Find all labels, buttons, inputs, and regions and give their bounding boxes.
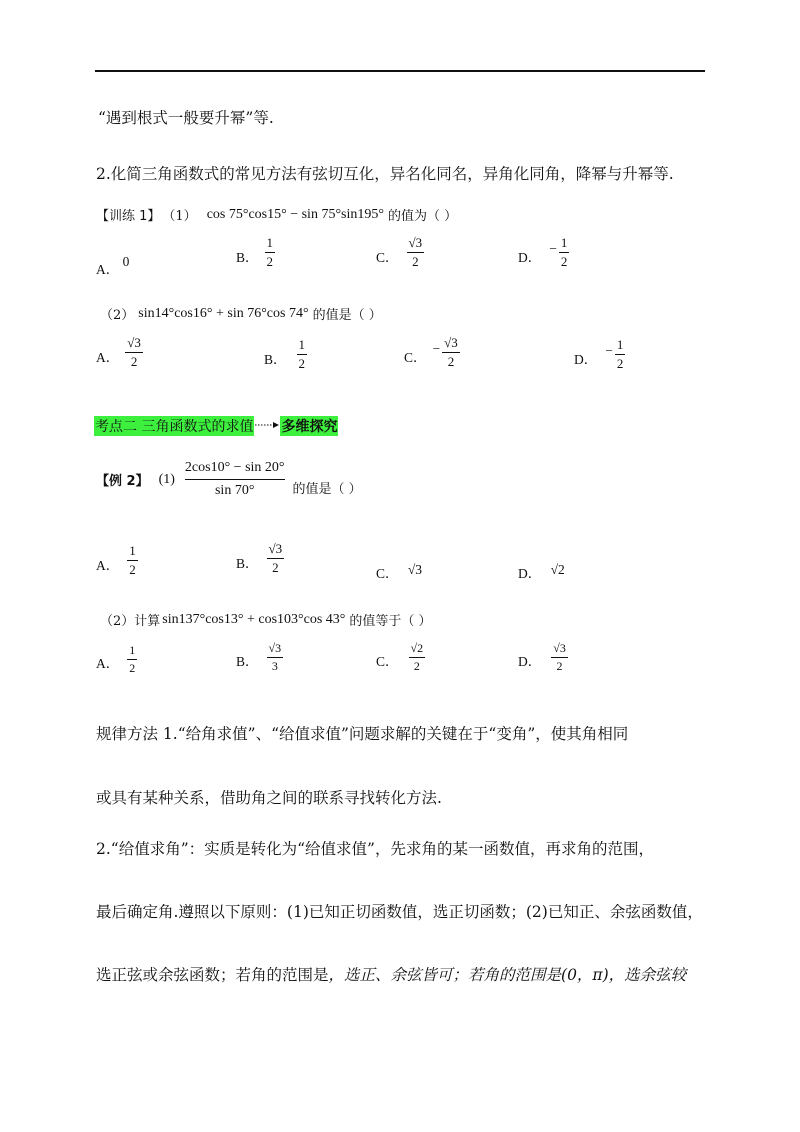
fraction: $\frac{1}{2}$: [129, 543, 136, 577]
example2b-option-b: B． $\frac{√3}{3}$: [236, 641, 282, 673]
rules-line-5-plain: 选正弦或余弦函数；若角的范围是: [96, 966, 329, 984]
example2b-expr: sin137°cos13° + cos103°cos 43°: [162, 611, 346, 627]
train1-expr: cos 75°cos15° − sin 75°sin195°: [206, 206, 384, 222]
rules-line-5: [96, 963, 686, 985]
train2-option-c: C． − $\frac{√3}{2}$: [404, 335, 458, 369]
text-line-2: 2.化简三角函数式的常见方法有弦切互化，异名化同名，异角化同角，降幂与升幂等.: [96, 165, 674, 183]
rules-line-1: 规律方法 1.“给角求值”、“给值求值”问题求解的关键在于“变角”，使其角相同: [96, 725, 629, 743]
fraction: $\frac{1}{2}$: [298, 337, 306, 371]
train1-option-c: C． $\frac{√3}{2}$: [376, 235, 423, 269]
train1-part: （1）: [162, 209, 197, 224]
example2b-suffix: 的值等于（ ）: [349, 614, 432, 629]
fraction: $\frac{√3}{2}$: [268, 541, 283, 575]
section-label: 考点二 三角函数式的求值: [94, 416, 254, 436]
fraction: $\frac{1}{2}$: [616, 337, 624, 371]
fraction: $\frac{√3}{2}$: [408, 235, 423, 269]
fraction: $\frac{√3}{3}$: [268, 641, 282, 673]
train2-option-b: B． $\frac{1}{2}$: [264, 337, 306, 371]
text-line-1: “遇到根式一般要升幂”等.: [98, 109, 274, 127]
example2b-question: [100, 610, 432, 629]
rules-line-3: 2.“给值求角”：实质是转化为“给值求值”，先求角的某一函数值，再求角的范围，: [96, 840, 654, 858]
rules-line-5-italic: ，选正、余弦皆可；若角的范围是(0，π)，选余弦较: [328, 966, 687, 984]
example2b-part: （2）计算: [100, 614, 161, 629]
example2-part: (1): [158, 471, 175, 487]
rules-line-2: 或具有某种关系，借助角之间的联系寻找转化方法.: [96, 789, 442, 807]
dotted-arrow-icon: [254, 420, 280, 433]
rules-line-4: 最后确定角.遵照以下原则：(1)已知正切函数值，选正切函数；(2)已知正、余弦函数值，: [96, 903, 703, 921]
example2-option-c: C． √3: [376, 562, 423, 581]
train2-part: （2）: [100, 308, 135, 323]
example2-option-b: B． $\frac{√3}{2}$: [236, 541, 283, 575]
fraction: $\frac{√3}{2}$: [127, 335, 141, 369]
example2-numerator: 2cos10° − sin 20°: [184, 460, 285, 475]
example2-fraction: [185, 460, 285, 499]
example2b-option-d: D． $\frac{√3}{2}$: [518, 641, 566, 673]
example2-tag: 【例 2】: [96, 474, 149, 489]
train1-option-d: D． − $\frac{1}{2}$: [518, 235, 568, 269]
fraction: $\frac{√3}{2}$: [444, 335, 458, 369]
fraction: $\frac{1}{2}$: [266, 235, 274, 269]
fraction: $\frac{√2}{2}$: [410, 641, 424, 673]
fraction: $\frac{1}{2}$: [129, 643, 136, 675]
example2-denominator: sin 70°: [214, 483, 255, 498]
section-heading: [94, 416, 338, 436]
train2-suffix: 的值是（ ）: [312, 308, 382, 323]
train2-option-a: A． $\frac{√3}{2}$: [96, 335, 141, 369]
example2-option-d: D． √2: [518, 562, 565, 581]
fraction: $\frac{1}{2}$: [560, 235, 568, 269]
train2-question: [100, 304, 382, 323]
train1-option-b: B． $\frac{1}{2}$: [236, 235, 274, 269]
example2b-option-c: C． $\frac{√2}{2}$: [376, 641, 424, 673]
train1-option-a: A． 0: [96, 254, 130, 277]
example2-question: [96, 460, 362, 499]
example2-option-a: A． $\frac{1}{2}$: [96, 543, 136, 577]
train1-question: [96, 205, 457, 224]
example2-suffix: 的值是（ ）: [292, 482, 362, 497]
section-tag: 多维探究: [280, 416, 338, 436]
header-rule: [95, 70, 705, 72]
train1-suffix: 的值为（ ）: [387, 209, 458, 224]
train2-expr: sin14°cos16° + sin 76°cos 74°: [138, 305, 309, 321]
example2b-option-a: A． $\frac{1}{2}$: [96, 643, 136, 675]
train1-tag: 【训练 1】: [96, 209, 161, 224]
fraction: $\frac{√3}{2}$: [553, 641, 566, 673]
train2-option-d: D． − $\frac{1}{2}$: [574, 337, 624, 371]
